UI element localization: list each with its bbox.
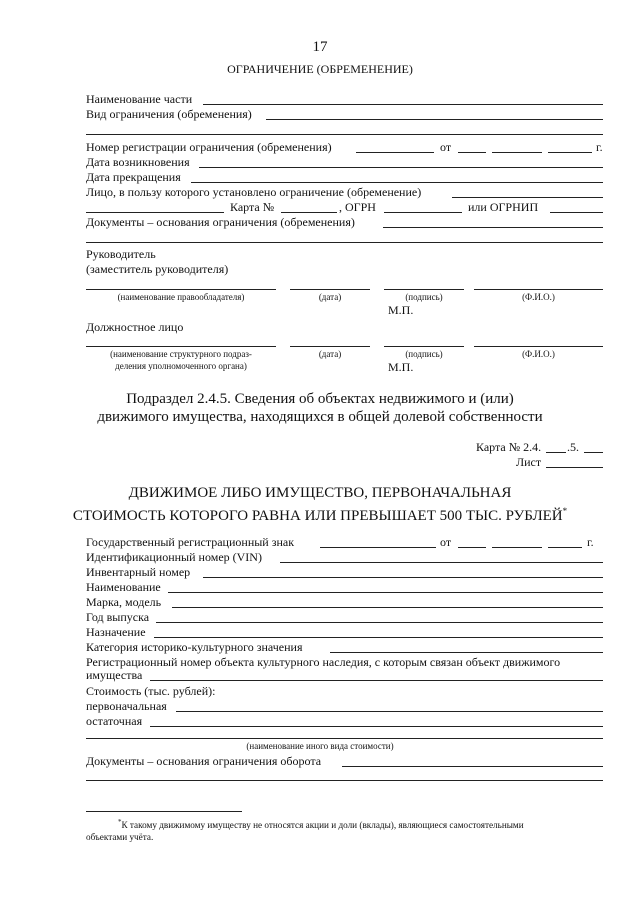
restriction-type-field-extra[interactable] [86, 134, 603, 135]
caption-unit-line2: деления уполномоченного органа) [115, 361, 247, 371]
caption-signature-2: (подпись) [405, 349, 443, 359]
movable-title-line1: ДВИЖИМОЕ ЛИБО ИМУЩЕСТВО, ПЕРВОНАЧАЛЬНАЯ [128, 485, 512, 501]
documents-label: Документы – основания ограничения (обременения) [86, 215, 355, 229]
cost-label: Стоимость (тыс. рублей): [86, 684, 216, 698]
registration-year-field[interactable] [548, 152, 592, 153]
stamp-label: М.П. [388, 303, 414, 317]
restriction-type-label: Вид ограничения (обременения) [86, 107, 252, 121]
official-label: Должностное лицо [86, 320, 184, 334]
inventory-field[interactable] [203, 577, 603, 578]
footnote-text-line1: К такому движимому имуществу не относятся акции и доли (вклады), являющиеся самостоятельными [121, 820, 524, 831]
plate-day-field[interactable] [458, 547, 486, 548]
footnote-line1 [118, 816, 524, 831]
plate-year-field[interactable] [548, 547, 582, 548]
year-label: Год выпуска [86, 610, 150, 624]
head-label: Руководитель [86, 247, 156, 261]
end-date-label: Дата прекращения [86, 170, 181, 184]
documents-field-extra[interactable] [86, 242, 603, 243]
beneficiary-field[interactable] [452, 197, 603, 198]
official-signature-field[interactable] [384, 346, 464, 347]
purpose-label: Назначение [86, 625, 146, 639]
start-date-field[interactable] [199, 167, 603, 168]
initial-cost-label: первоначальная [86, 699, 167, 713]
heritage-reg-field[interactable] [150, 680, 603, 681]
card-ref-field-2[interactable] [584, 452, 603, 453]
registration-month-field[interactable] [492, 152, 542, 153]
ogrnip-field[interactable] [550, 212, 603, 213]
caption-signature: (подпись) [405, 292, 443, 302]
sheet-label: Лист [516, 455, 542, 469]
footnote-marker: * [562, 506, 568, 516]
documents-field[interactable] [383, 227, 603, 228]
vin-label: Идентификационный номер (VIN) [86, 550, 262, 564]
purpose-field[interactable] [154, 637, 603, 638]
year-field[interactable] [156, 622, 603, 623]
heritage-category-field[interactable] [330, 652, 603, 653]
other-cost-field[interactable] [86, 738, 603, 739]
registration-number-label: Номер регистрации ограничения (обременения) [86, 140, 332, 154]
stamp-label-2: М.П. [388, 360, 414, 374]
name-field[interactable] [168, 592, 603, 593]
registration-from-label: от [440, 140, 452, 154]
heritage-reg-label-line1: Регистрационный номер объекта культурного наследия, с которым связан объект движимого [86, 655, 561, 669]
card-ref-label: Карта № 2.4. [476, 440, 542, 454]
vin-field[interactable] [280, 562, 603, 563]
deputy-head-label: (заместитель руководителя) [86, 262, 229, 276]
caption-date-2: (дата) [318, 349, 342, 359]
ogrn-label: , ОГРН [339, 200, 376, 214]
footnote-line2: объектами учёта. [86, 832, 154, 842]
footnote-mark: * [118, 818, 122, 826]
subsection-title-line2: движимого имущества, находящихся в общей долевой собственности [97, 409, 543, 425]
name-label: Наименование [86, 580, 161, 594]
registration-number-field[interactable] [356, 152, 434, 153]
plate-field[interactable] [320, 547, 436, 548]
movable-documents-label: Документы – основания ограничения оборота [86, 754, 322, 768]
head-fio-field[interactable] [474, 289, 603, 290]
inventory-label: Инвентарный номер [86, 565, 191, 579]
official-fio-field[interactable] [474, 346, 603, 347]
plate-year-suffix: г. [587, 535, 594, 549]
card-no-field[interactable] [281, 212, 337, 213]
card-ref-field-1[interactable] [546, 452, 566, 453]
sheet-field[interactable] [546, 467, 603, 468]
footnote-separator [86, 811, 242, 812]
official-date-field[interactable] [290, 346, 370, 347]
subsection-title-line1: Подраздел 2.4.5. Сведения об объектах недвижимого и (или) [126, 391, 514, 407]
page-number: 17 [312, 39, 328, 55]
card-no-label: Карта № [230, 200, 275, 214]
residual-cost-field[interactable] [150, 726, 603, 727]
beneficiary-label: Лицо, в пользу которого установлено ограничение (обременение) [86, 185, 422, 199]
end-date-field[interactable] [191, 182, 603, 183]
restriction-title: ОГРАНИЧЕНИЕ (ОБРЕМЕНЕНИЕ) [227, 62, 413, 76]
heritage-category-label: Категория историко-культурного значения [86, 640, 303, 654]
part-name-label: Наименование части [86, 92, 193, 106]
ogrnip-label: или ОГРНИП [468, 200, 539, 214]
movable-title-line2-text: СТОИМОСТЬ КОТОРОГО РАВНА ИЛИ ПРЕВЫШАЕТ 500 ТЫС. РУБЛЕЙ [72, 508, 563, 524]
caption-fio: (Ф.И.О.) [522, 292, 555, 302]
movable-documents-field-extra[interactable] [86, 780, 603, 781]
caption-date: (дата) [318, 292, 342, 302]
plate-from-label: от [440, 535, 452, 549]
brand-label: Марка, модель [86, 595, 162, 609]
residual-cost-label: остаточная [86, 714, 143, 728]
ogrn-field[interactable] [384, 212, 462, 213]
plate-label: Государственный регистрационный знак [86, 535, 295, 549]
registration-year-suffix: г. [596, 140, 603, 154]
owner-name-field[interactable] [86, 289, 276, 290]
part-name-field[interactable] [203, 104, 603, 105]
beneficiary-name-field[interactable] [86, 212, 224, 213]
heritage-reg-label-line2: имущества [86, 668, 143, 682]
registration-day-field[interactable] [458, 152, 486, 153]
card-ref-mid: .5. [567, 440, 579, 454]
movable-title-line2 [0, 502, 640, 525]
caption-unit-line1: (наименование структурного подраз- [110, 349, 252, 359]
head-date-field[interactable] [290, 289, 370, 290]
brand-field[interactable] [172, 607, 603, 608]
caption-other-cost: (наименование иного вида стоимости) [246, 741, 394, 751]
start-date-label: Дата возникновения [86, 155, 190, 169]
movable-documents-field[interactable] [342, 766, 603, 767]
restriction-type-field[interactable] [266, 119, 603, 120]
unit-name-field[interactable] [86, 346, 276, 347]
plate-month-field[interactable] [492, 547, 542, 548]
head-signature-field[interactable] [384, 289, 464, 290]
initial-cost-field[interactable] [176, 711, 603, 712]
caption-fio-2: (Ф.И.О.) [522, 349, 555, 359]
caption-owner: (наименование правообладателя) [117, 292, 245, 302]
